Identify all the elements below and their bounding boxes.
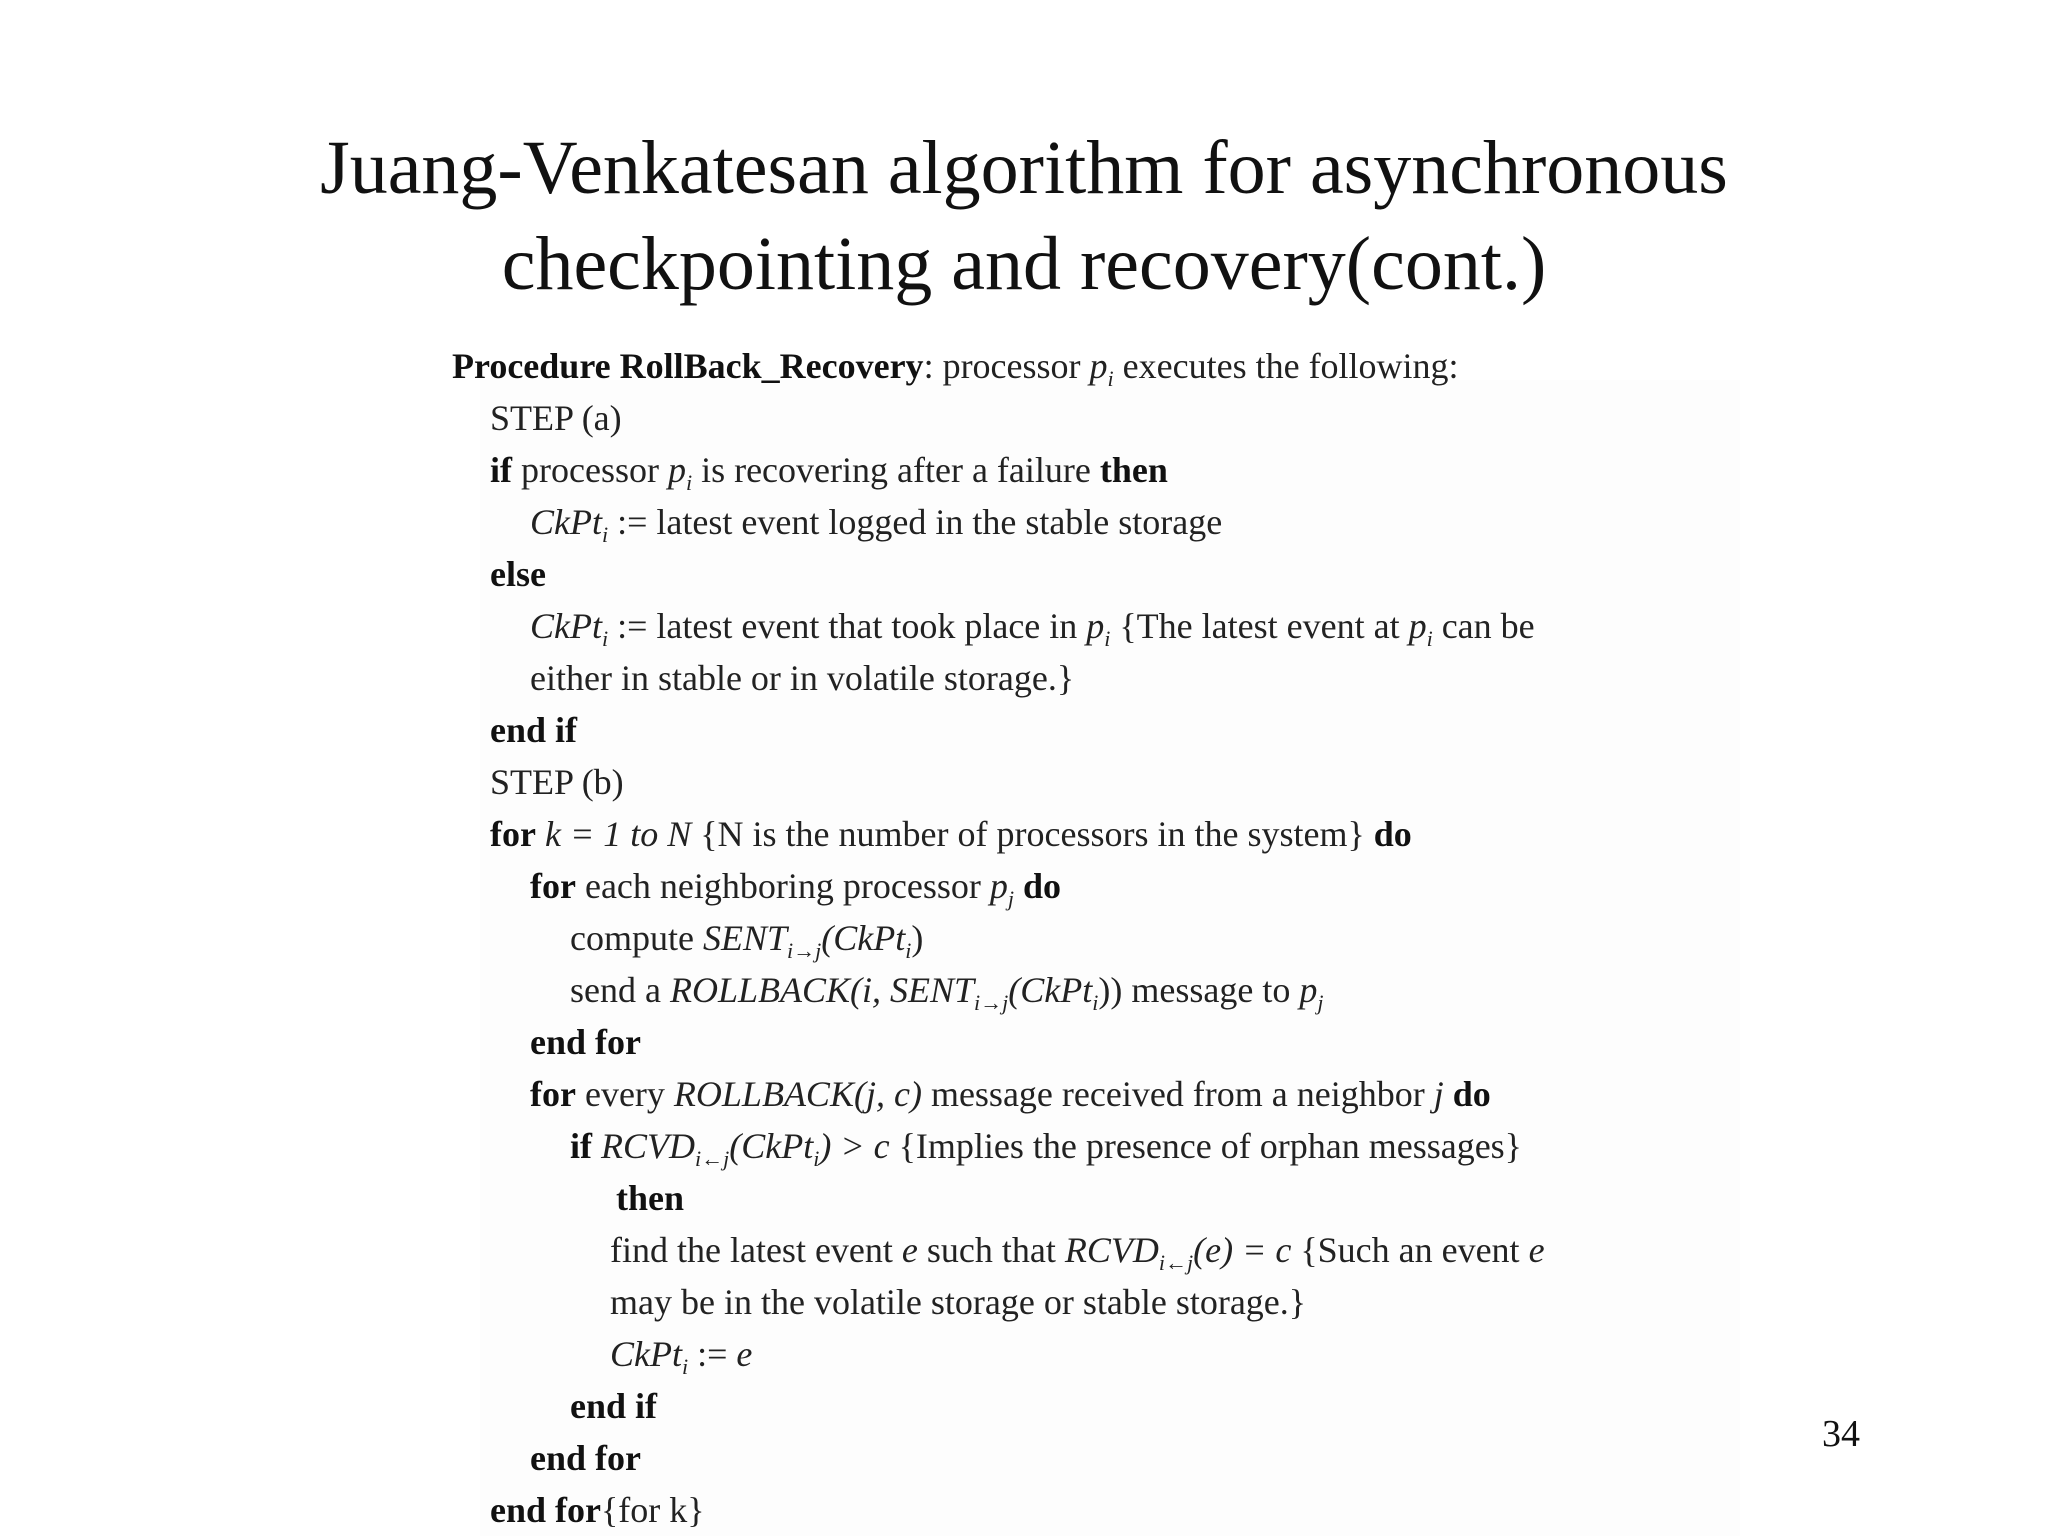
page-number: 34 (1822, 1413, 1860, 1455)
var-sent: SENT (890, 970, 975, 1010)
ckpt-stable-line (530, 498, 1222, 551)
arg: (CkPt (821, 918, 906, 958)
var-ckpt: CkPt (530, 606, 602, 646)
procedure-header (452, 342, 1459, 395)
comparison: ) > c (819, 1126, 899, 1166)
var-p: p (667, 450, 686, 490)
sub-i-from-j: i←j (1158, 1250, 1194, 1275)
paren: ) (911, 918, 924, 958)
then-keyword: then (616, 1178, 685, 1218)
text: send a (570, 970, 670, 1010)
sub-i: i (1426, 626, 1433, 651)
arg: (j, c) (853, 1074, 922, 1114)
sub-i: i (1104, 626, 1111, 651)
for-keyword: for (490, 814, 536, 854)
end-for-keyword-inner: end for (530, 1438, 641, 1478)
text: is recovering after a failure (692, 450, 1100, 490)
var-p: p (1408, 606, 1427, 646)
sub-j: j (1317, 990, 1324, 1015)
do-keyword: do (1452, 1074, 1491, 1114)
comment: {Implies the presence of orphan messages} (898, 1126, 1522, 1166)
step-a: STEP (a) (490, 398, 622, 438)
sub-i-from-j: i←j (695, 1146, 730, 1171)
var-e: e (736, 1334, 753, 1374)
find-line (610, 1226, 1545, 1279)
else-keyword: else (490, 554, 546, 594)
assign-op: := (608, 502, 657, 542)
var-ckpt: CkPt (530, 502, 602, 542)
arg: (CkPt (729, 1126, 814, 1166)
header-text: : processor (923, 346, 1090, 386)
var-p: p (1086, 606, 1105, 646)
text: processor (512, 450, 668, 490)
text: compute (570, 918, 703, 958)
var-p: p (989, 866, 1008, 906)
sub-j: j (1007, 886, 1014, 911)
sub-i: i (601, 522, 609, 547)
slide-title (0, 120, 2048, 312)
end-for-keyword: end for (490, 1490, 601, 1530)
comment: {N is the number of processors in the system} (700, 814, 1374, 854)
text: message received from a neighbor (921, 1074, 1434, 1114)
may-line: may be in the volatile storage or stable storage.} (610, 1282, 1307, 1322)
text: every (575, 1074, 674, 1114)
if-keyword: if (570, 1126, 592, 1166)
var-j: j (1433, 1074, 1444, 1114)
text: such that (917, 1230, 1065, 1270)
text: {The latest event at (1110, 606, 1409, 646)
compute-line (570, 914, 923, 967)
var-e: e (901, 1230, 918, 1270)
text: find the latest event (610, 1230, 902, 1270)
for-k-line (490, 810, 1412, 858)
ckpt-latest-line (530, 602, 1535, 655)
procedure-keyword: Procedure RollBack_Recovery (452, 346, 924, 386)
if-recovering-line (490, 446, 1168, 499)
if-rcvd-line (570, 1122, 1522, 1175)
var-rollback: ROLLBACK (669, 970, 851, 1010)
var-p: p (1299, 970, 1318, 1010)
end-for-keyword: end for (530, 1022, 641, 1062)
sub-i: i (685, 470, 693, 495)
var-p: p (1089, 346, 1108, 386)
text: latest event that took place in (656, 606, 1087, 646)
send-line (570, 966, 1323, 1019)
arg: (i, (850, 970, 891, 1010)
text: each neighboring processor (575, 866, 990, 906)
sub-i-to-j: i→j (974, 990, 1009, 1015)
end-if-keyword-inner: end if (570, 1386, 658, 1426)
var-rollback: ROLLBACK (673, 1074, 854, 1114)
title-line-1: Juang-Venkatesan algorithm for asynchronous (320, 126, 1728, 210)
do-keyword: do (1373, 814, 1412, 854)
assign-op: := (608, 606, 657, 646)
for-every-rollback-line (530, 1070, 1491, 1118)
if-keyword: if (490, 450, 512, 490)
var-ckpt: CkPt (610, 1334, 682, 1374)
for-each-neighbor-line (530, 862, 1061, 915)
comment: {Such an event (1300, 1230, 1529, 1270)
sub-i-to-j: i→j (787, 938, 822, 963)
do-keyword: do (1022, 866, 1061, 906)
sub-i: i (813, 1146, 820, 1171)
comment: {for k} (601, 1490, 705, 1530)
for-keyword: for (530, 1074, 576, 1114)
end-if-keyword: end if (490, 710, 578, 750)
title-line-2: checkpointing and recovery(cont.) (501, 222, 1547, 306)
step-b: STEP (b) (490, 762, 624, 802)
var-e: e (1528, 1230, 1545, 1270)
equation: (e) = c (1193, 1230, 1301, 1270)
text: )) message to (1098, 970, 1300, 1010)
k-range: k = 1 to N (535, 814, 701, 854)
sub-i: i (681, 1354, 689, 1379)
var-sent: SENT (702, 918, 787, 958)
var-rcvd: RCVD (1064, 1230, 1159, 1270)
volatile-line: either in stable or in volatile storage.} (530, 658, 1075, 698)
header-text-end: executes the following: (1113, 346, 1459, 386)
assign-op: := (688, 1334, 737, 1374)
for-keyword: for (530, 866, 576, 906)
var-rcvd: RCVD (601, 1126, 695, 1166)
text: can be (1432, 606, 1535, 646)
sub-i: i (1107, 366, 1114, 391)
text: latest event logged in the stable storage (656, 502, 1223, 542)
sub-i: i (905, 938, 912, 963)
then-keyword: then (1099, 450, 1168, 490)
end-for-k-line (490, 1486, 705, 1534)
arg: (CkPt (1008, 970, 1093, 1010)
ckpt-e-line (610, 1330, 752, 1383)
sub-i: i (601, 626, 609, 651)
sub-i: i (1092, 990, 1099, 1015)
